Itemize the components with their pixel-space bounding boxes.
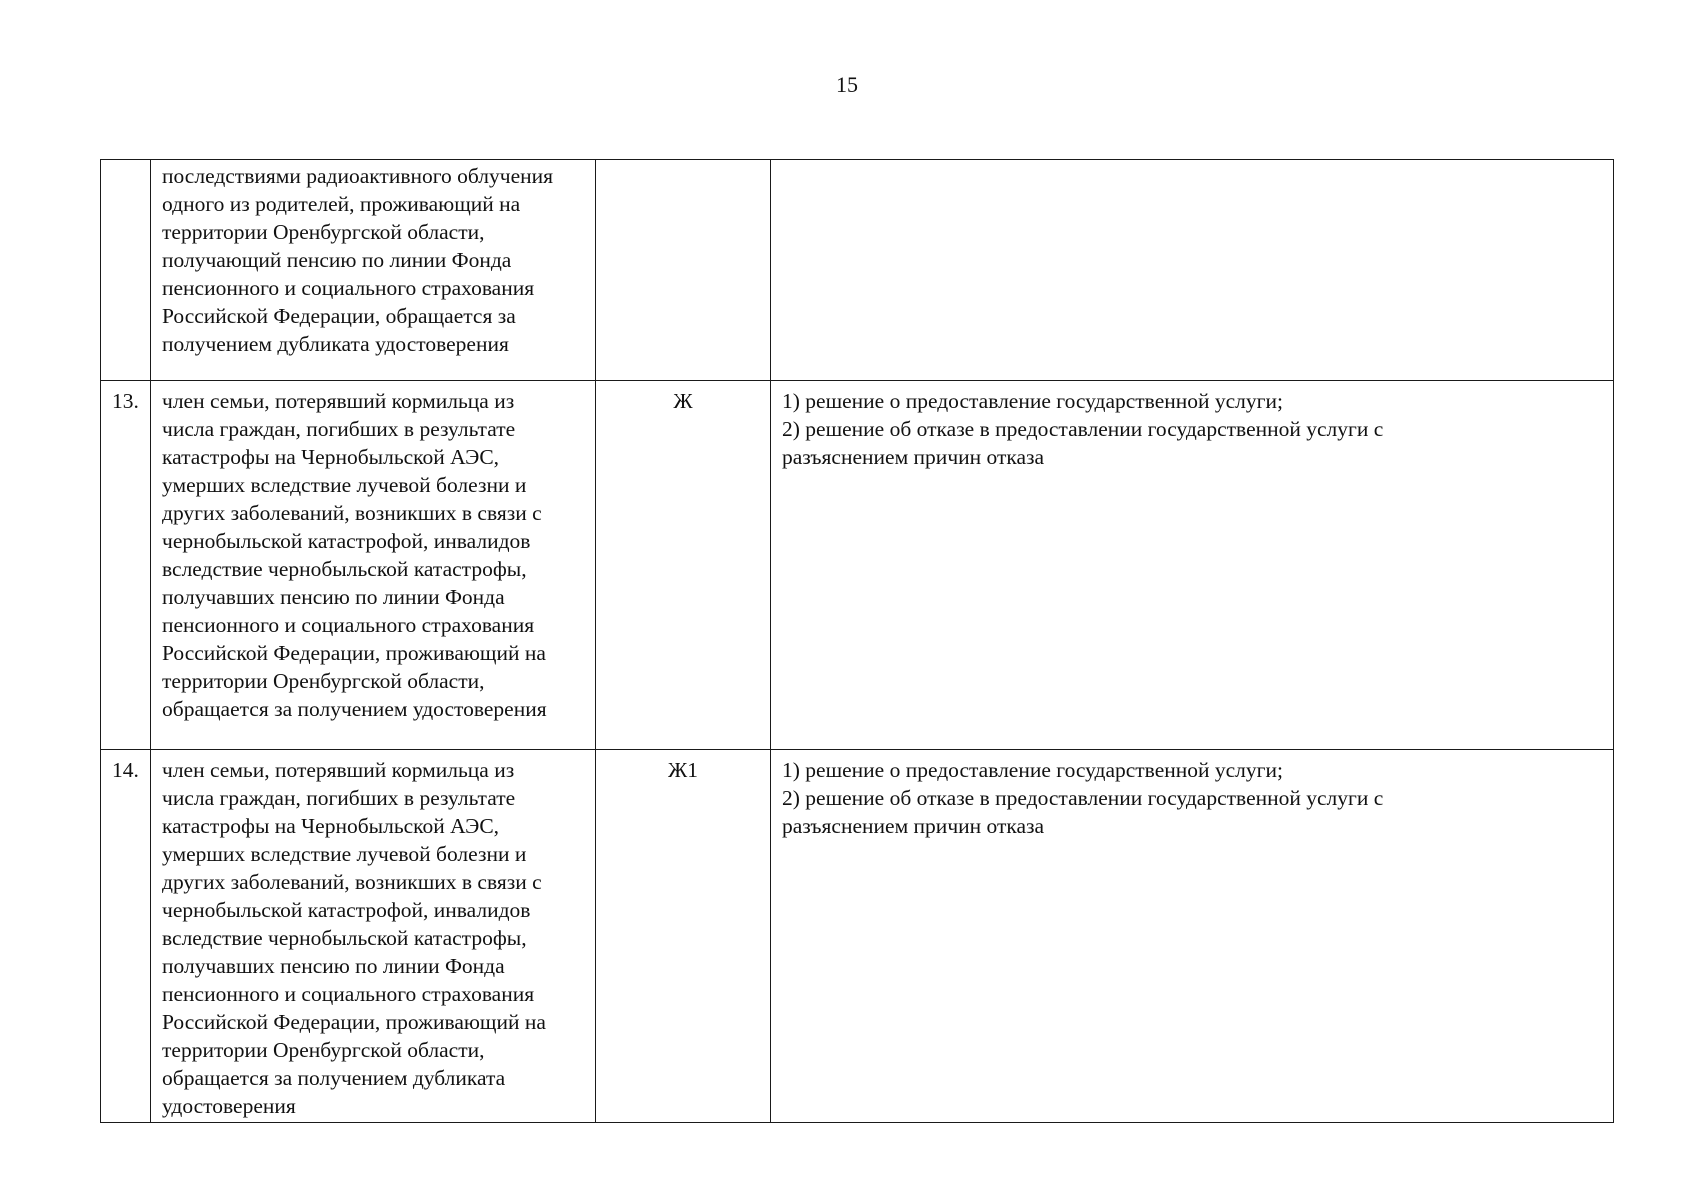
description-line: территории Оренбургской области, bbox=[162, 1038, 485, 1062]
variant-code-cell: Ж1 bbox=[596, 750, 771, 1123]
description-line: чернобыльской катастрофой, инвалидов bbox=[162, 898, 531, 922]
variant-code-cell bbox=[596, 160, 771, 381]
description-line: чернобыльской катастрофой, инвалидов bbox=[162, 529, 531, 553]
description-line: территории Оренбургской области, bbox=[162, 669, 485, 693]
variant-code-cell: Ж bbox=[596, 381, 771, 750]
description-line: член семьи, потерявший кормильца из bbox=[162, 758, 515, 782]
result-cell bbox=[771, 750, 1614, 1123]
description-line: получавших пенсию по линии Фонда bbox=[162, 585, 505, 609]
description-line: вследствие чернобыльской катастрофы, bbox=[162, 926, 527, 950]
row-number-cell bbox=[101, 160, 151, 381]
applicant-description-cell bbox=[151, 750, 596, 1123]
description-line: территории Оренбургской области, bbox=[162, 220, 485, 244]
table-row bbox=[101, 750, 1614, 1123]
description-line: последствиями радиоактивного облучения bbox=[162, 164, 554, 188]
result-line: 2) решение об отказе в предоставлении государственной услуги с bbox=[782, 417, 1384, 441]
description-line: обращается за получением удостоверения bbox=[162, 697, 547, 721]
page-number: 15 bbox=[836, 72, 858, 97]
result-line: 1) решение о предоставление государственной услуги; bbox=[782, 758, 1283, 782]
result-line: разъяснением причин отказа bbox=[782, 814, 1045, 838]
applicant-description-cell bbox=[151, 381, 596, 750]
description-line: катастрофы на Чернобыльской АЭС, bbox=[162, 814, 500, 838]
result-line: разъяснением причин отказа bbox=[782, 445, 1045, 469]
description-line: Российской Федерации, проживающий на bbox=[162, 1010, 546, 1034]
description-line: умерших вследствие лучевой болезни и bbox=[162, 473, 527, 497]
result-line: 1) решение о предоставление государственной услуги; bbox=[782, 389, 1283, 413]
description-line: умерших вследствие лучевой болезни и bbox=[162, 842, 527, 866]
row-number-cell: 13. bbox=[101, 381, 151, 750]
result-cell bbox=[771, 381, 1614, 750]
description-line: числа граждан, погибших в результате bbox=[162, 786, 516, 810]
description-line: других заболеваний, возникших в связи с bbox=[162, 501, 542, 525]
description-line: обращается за получением дубликата bbox=[162, 1066, 506, 1090]
description-line: пенсионного и социального страхования bbox=[162, 613, 535, 637]
description-line: катастрофы на Чернобыльской АЭС, bbox=[162, 445, 500, 469]
description-line: получавших пенсию по линии Фонда bbox=[162, 954, 505, 978]
description-line: член семьи, потерявший кормильца из bbox=[162, 389, 515, 413]
description-line: пенсионного и социального страхования bbox=[162, 982, 535, 1006]
description-line: получающий пенсию по линии Фонда bbox=[162, 248, 512, 272]
description-line: удостоверения bbox=[162, 1094, 296, 1118]
description-line: одного из родителей, проживающий на bbox=[162, 192, 521, 216]
description-line: Российской Федерации, проживающий на bbox=[162, 641, 546, 665]
result-cell bbox=[771, 160, 1614, 381]
description-line: Российской Федерации, обращается за bbox=[162, 304, 516, 328]
services-table bbox=[100, 159, 1614, 1123]
result-line: 2) решение об отказе в предоставлении государственной услуги с bbox=[782, 786, 1384, 810]
description-line: получением дубликата удостоверения bbox=[162, 332, 509, 356]
table-row bbox=[101, 160, 1614, 381]
description-line: числа граждан, погибших в результате bbox=[162, 417, 516, 441]
description-line: пенсионного и социального страхования bbox=[162, 276, 535, 300]
row-number-cell: 14. bbox=[101, 750, 151, 1123]
table-row bbox=[101, 381, 1614, 750]
description-line: вследствие чернобыльской катастрофы, bbox=[162, 557, 527, 581]
applicant-description-cell bbox=[151, 160, 596, 381]
description-line: других заболеваний, возникших в связи с bbox=[162, 870, 542, 894]
